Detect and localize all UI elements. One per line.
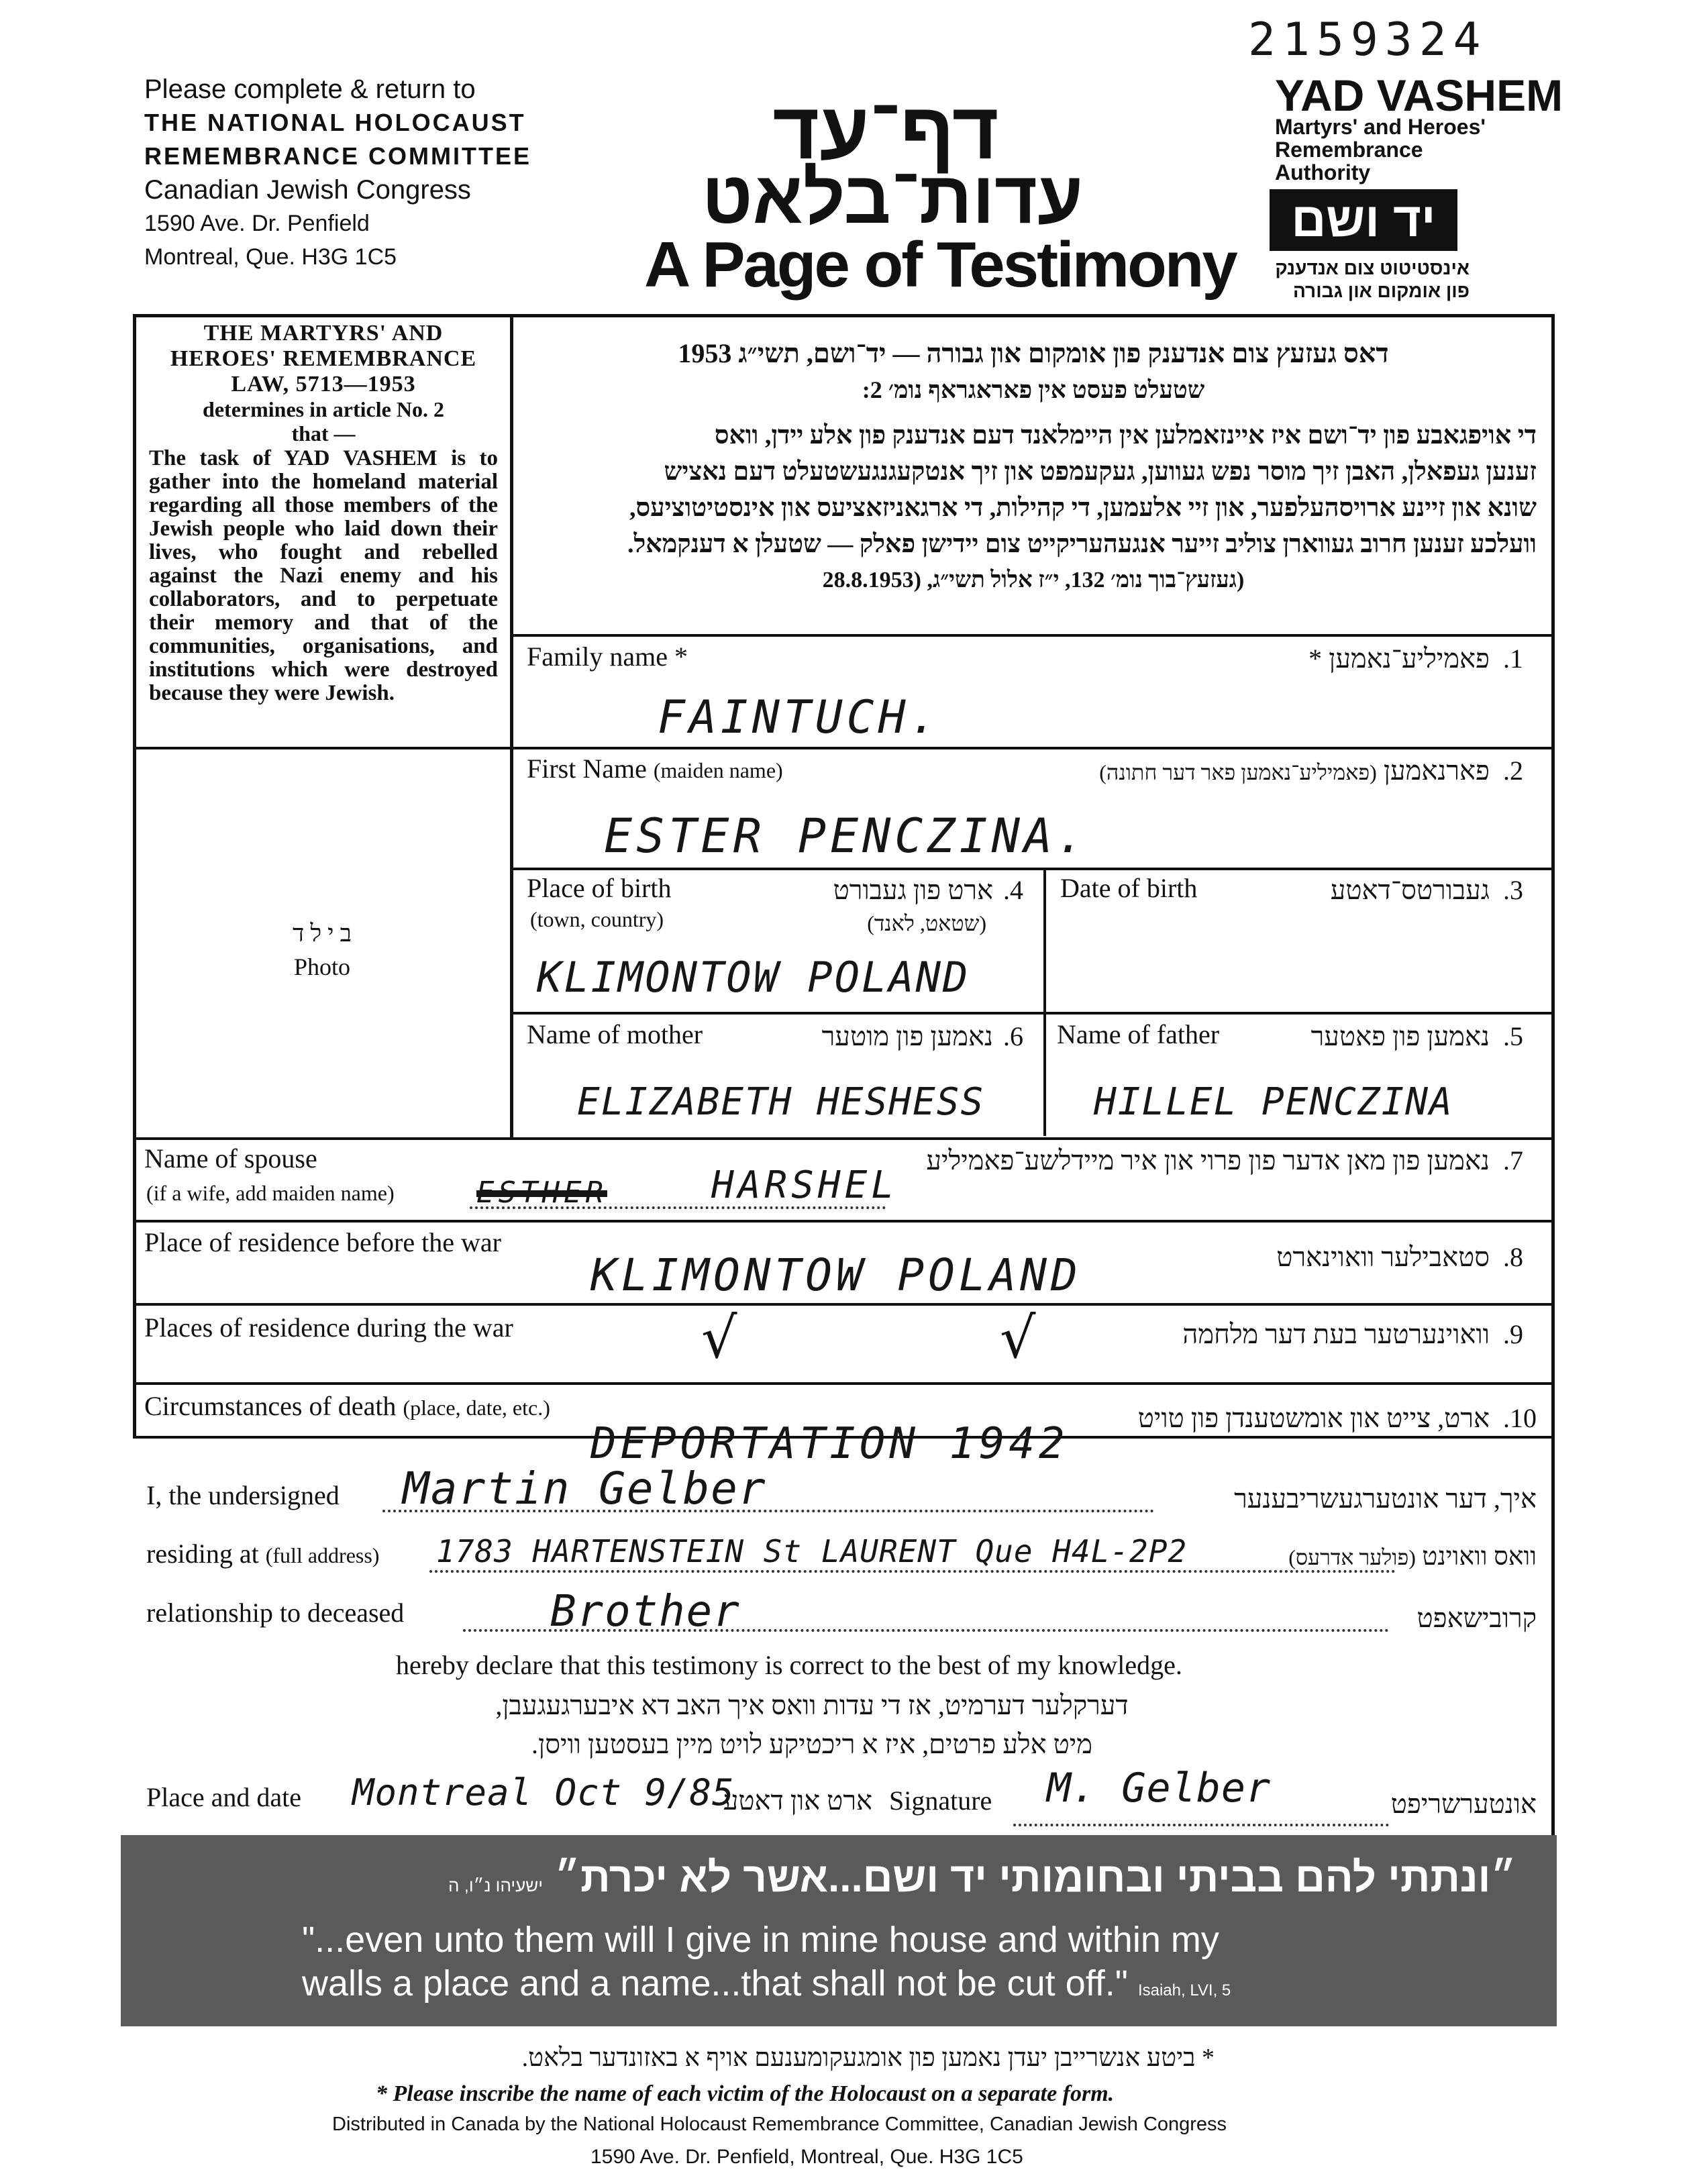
footer-hebrew-text: ביטע אנשרייבן יעדן נאמען פון אומגעקומענעם אויף א באזונדער בלאט. [521,2044,1196,2072]
law-title-line: THE MARTYRS' AND [203,321,444,346]
banner-english-2-text: walls a place and a name...that shall not be cut off." [302,1963,1128,2004]
title-english: A Page of Testimony [644,229,1236,301]
signature-label: Signature [889,1785,992,1816]
first-name-field[interactable]: ESTER PENCZINA. [604,809,1089,864]
org-subtitle [1275,115,1486,184]
spouse-label-note: (if a wife, add maiden name) [146,1181,395,1205]
title-hebrew-1: דף־עד [772,86,999,176]
first-name-label-text: First Name [527,753,647,784]
residence-during-war-hebrew: וואוינערטער בעת דער מלחמה [1182,1319,1490,1349]
return-line: REMEMBRANCE COMMITTEE [144,142,531,170]
relationship-field[interactable]: Brother [550,1587,741,1636]
return-line: THE NATIONAL HOLOCAUST [144,109,526,136]
field-number: .7 [1503,1145,1523,1176]
date-of-birth-label: Date of birth [1060,873,1198,903]
footer-star: * [1202,2044,1215,2072]
org-subtitle-line: Martyrs' and Heroes' [1275,115,1486,139]
place-of-birth-note: (town, country) [530,907,664,931]
row-divider-5 [133,1220,1554,1223]
footer-distributed: Distributed in Canada by the National Holocaust Remembrance Committee, Canadian Jewish Congress [332,2114,1227,2135]
residence-during-war-label: Places of residence during the war [144,1312,513,1343]
first-name-label [527,753,783,784]
footer-star: * [376,2081,387,2106]
return-line: 1590 Ave. Dr. Penfield [144,211,370,236]
law-hebrew-line: וועלכע זענען חרוב געווארן צוליב זייער אנגעהעריקייט צום יידישן פאלק — שטעלן א דענקמאל. [627,530,1537,558]
return-line: Canadian Jewish Congress [144,175,471,205]
circumstances-label-note: (place, date, etc.) [403,1396,550,1420]
field-number: .5 [1503,1021,1523,1051]
declaration-hebrew-1: דערקלער דערמיט, אז די עדות וואס איך האב דא איבערגעגעבן, [495,1690,1129,1720]
org-hebrew-line: אינסטיטוט צום אנדענק [1275,258,1470,278]
org-subtitle-line: Authority [1275,160,1371,185]
row-divider-1 [510,747,1553,749]
signature-hebrew: אונטערשריפט [1390,1789,1537,1819]
residing-hebrew [1262,1542,1537,1571]
relationship-dotted-line [463,1629,1389,1632]
declaration-hebrew-2: מיט אלע פרטים, איז א ריכטיקע לויט מיין בעסטען וויסן. [531,1729,1092,1759]
circumstances-label [144,1390,550,1422]
org-logo: יד ושם [1270,189,1457,251]
relationship-label: relationship to deceased [146,1598,405,1628]
place-of-birth-field[interactable]: KLIMONTOW POLAND [537,953,970,1002]
field-number: .8 [1503,1242,1523,1272]
residence-before-war-field[interactable]: KLIMONTOW POLAND [590,1249,1082,1301]
field-number: .10 [1503,1403,1537,1433]
father-name-label: Name of father [1057,1019,1220,1049]
circumstances-field[interactable]: DEPORTATION 1942 [590,1419,1069,1469]
residence-before-war-label: Place of residence before the war [144,1227,501,1257]
frame-left [133,314,136,1438]
first-name-hebrew-note: (פאמיליע־נאמען פאר דער חתונה) [1099,760,1377,784]
residing-label [146,1538,379,1569]
spouse-struck-value: ESTHER [476,1176,607,1210]
family-name-hebrew: פאמיליע־נאמען * [1308,643,1490,674]
first-name-hebrew [939,755,1490,786]
residing-hebrew-text: וואס וואוינט [1422,1543,1537,1571]
quote-banner [121,1835,1557,2026]
circumstances-label-text: Circumstances of death [144,1391,397,1421]
photo-label-hebrew: ב י ל ד [293,920,352,947]
footer-address: 1590 Ave. Dr. Penfield, Montreal, Que. H3G 1C5 [590,2146,1023,2168]
frame-top [133,314,1554,317]
father-name-hebrew: נאמען פון פאטער [1310,1021,1490,1051]
law-hebrew [530,335,1537,599]
law-hebrew-line: די אויפגאבע פון יד־ושם איז איינזאמלען אין היימלאנד דעם אנדענק פון אלע יידן, וואס [714,421,1537,450]
document-number: 2159324 [1248,13,1488,66]
footer-english-text: Please inscribe the name of each victim of the Holocaust on a separate form. [393,2081,1115,2106]
law-title-line: LAW, 5713—1953 [231,372,416,397]
circumstances-hebrew: ארט, צייט און אומשטענדן פון טויט [1137,1403,1490,1433]
mother-name-hebrew: נאמען פון מוטער [821,1021,993,1051]
undersigned-field[interactable]: Martin Gelber [403,1463,767,1514]
spouse-dotted-line [470,1206,886,1209]
org-hebrew-line: פון אומקום און גבורה [1292,280,1470,301]
field-number: .9 [1503,1319,1523,1349]
return-address [144,72,531,274]
org-subtitle-line: Remembrance [1275,138,1423,162]
row-divider-law [510,634,1553,637]
father-name-field[interactable]: HILLEL PENCZINA [1094,1080,1453,1124]
law-intro [149,397,498,446]
law-hebrew-line: שטעלט פעסט אין פאראגראף נומ׳ 2: [862,376,1205,403]
residence-before-war-hebrew: סטאבילער וואוינארט [1276,1242,1490,1272]
check-mark-1[interactable]: √ [701,1305,737,1371]
return-line: Montreal, Que. H3G 1C5 [144,244,397,270]
spouse-field[interactable]: HARSHEL [711,1163,898,1207]
undersigned-dotted-line [382,1510,1154,1512]
row-divider-6 [133,1303,1554,1306]
frame-right [1551,314,1555,1857]
undersigned-label: I, the undersigned [146,1480,340,1510]
law-hebrew-line: (געזעץ־בוך נומ׳ 132, י״ז אלול תשי״ג, (28.8.1953 [822,568,1245,592]
spouse-label: Name of spouse [144,1143,317,1174]
signature-dotted-line [1013,1824,1389,1826]
place-of-birth-hebrew: ארט פון געבורט [833,875,993,905]
law-hebrew-line: שונא און זיינע ארויסהעלפער, און זיי אלעמען, די קהילות, די ארגאניזאציעס און אינסטיטוציעס, [629,494,1537,522]
law-intro-line: determines in article No. 2 [203,397,444,421]
place-of-birth-hebrew-note: (שטאט, לאנד) [867,911,986,935]
residing-label-text: residing at [146,1539,259,1569]
law-box-bottom [133,747,512,749]
banner-english-2 [302,1963,1231,2004]
return-line: Please complete & return to [144,74,476,104]
family-name-label: Family name * [527,641,688,672]
undersigned-hebrew: איך, דער אונטערגעשריבענער [1234,1484,1537,1514]
residing-label-note: (full address) [265,1543,380,1567]
law-title-line: HEROES' REMEMBRANCE [170,346,477,371]
law-hebrew-line: זענען געפאלן, האבן זיך מוסר נפש געווען, געקעמפט און זיך אנטקעגנגעשטעלט דעם נאציש [664,458,1537,486]
row-divider-4 [133,1137,1554,1140]
place-date-field[interactable]: Montreal Oct 9/85 [352,1771,735,1814]
address-field[interactable]: 1783 HARTENSTEIN St LAURENT Que H4L-2P2 [436,1533,1188,1569]
law-box [149,321,498,705]
field-number: .2 [1503,756,1523,786]
row-divider-2 [510,868,1553,870]
field-number: .1 [1503,643,1523,674]
row-mid-divider [1043,868,1046,1136]
banner-hebrew-ref: ישעיהו נ״ו, ה [448,1875,544,1895]
law-title [149,321,498,397]
place-date-label: Place and date [146,1782,301,1812]
signature-field[interactable]: M. Gelber [1047,1765,1272,1812]
banner-english-1: "...even unto them will I give in mine house and within my [302,1920,1219,1960]
title-hebrew-2: עדות־בלאט [701,156,1084,239]
declaration-statement: hereby declare that this testimony is correct to the best of my knowledge. [396,1650,1182,1680]
residing-dotted-line [429,1570,1396,1573]
banner-english-ref: Isaiah, LVI, 5 [1137,1981,1231,1999]
field-number: .4 [1003,875,1023,905]
field-number: .6 [1003,1021,1023,1051]
date-of-birth-hebrew: געבורטס־דאטע [1330,875,1490,905]
row-divider-7 [133,1382,1554,1385]
spouse-hebrew: נאמען פון מאן אדער פון פרוי און איר מיידלשע־פאמיליע [926,1145,1490,1176]
law-intro-line: that — [291,421,356,446]
footer-hebrew-note [322,2043,1215,2073]
place-date-hebrew: ארט און דאטע [723,1785,872,1816]
mother-name-label: Name of mother [527,1019,703,1049]
law-hebrew-line: דאס געזעץ צום אנדענק פון אומקום און גבורה — יד־ושם, תשי״ג 1953 [678,338,1389,368]
family-name-field[interactable]: FAINTUCH. [658,691,941,744]
banner-hebrew-text: ״ונתתי להם בביתי ובחומותי יד ושם...אשר לא יכרת״ [554,1855,1516,1901]
place-of-birth-label: Place of birth [527,873,672,903]
banner-hebrew [403,1854,1516,1902]
org-name: YAD VASHEM [1275,70,1563,120]
relationship-hebrew: קרובישאפט [1417,1603,1537,1633]
row-divider-3 [510,1012,1553,1015]
law-text: The task of YAD VASHEM is to gather into the homeland material regarding all those members of the Jewish people who laid down their lives, who fought and rebelled against the Nazi enemy and his collaborators, and to perpetuate their memory and that of the communities, organisations, and institutions which were destroyed because they were Jewish. [149,446,498,705]
first-name-label-note: (maiden name) [653,758,783,782]
mother-name-field[interactable]: ELIZABETH HESHESS [577,1080,985,1124]
photo-label: Photo [293,953,351,980]
check-mark-2[interactable]: √ [1000,1305,1036,1371]
field-number: .3 [1503,875,1523,905]
first-name-hebrew-text: פארנאמען [1383,756,1490,786]
footer-english-note [376,2081,1114,2107]
frame-col-divider [510,314,513,1139]
residing-hebrew-note: (פולער אדרעס) [1288,1545,1416,1569]
